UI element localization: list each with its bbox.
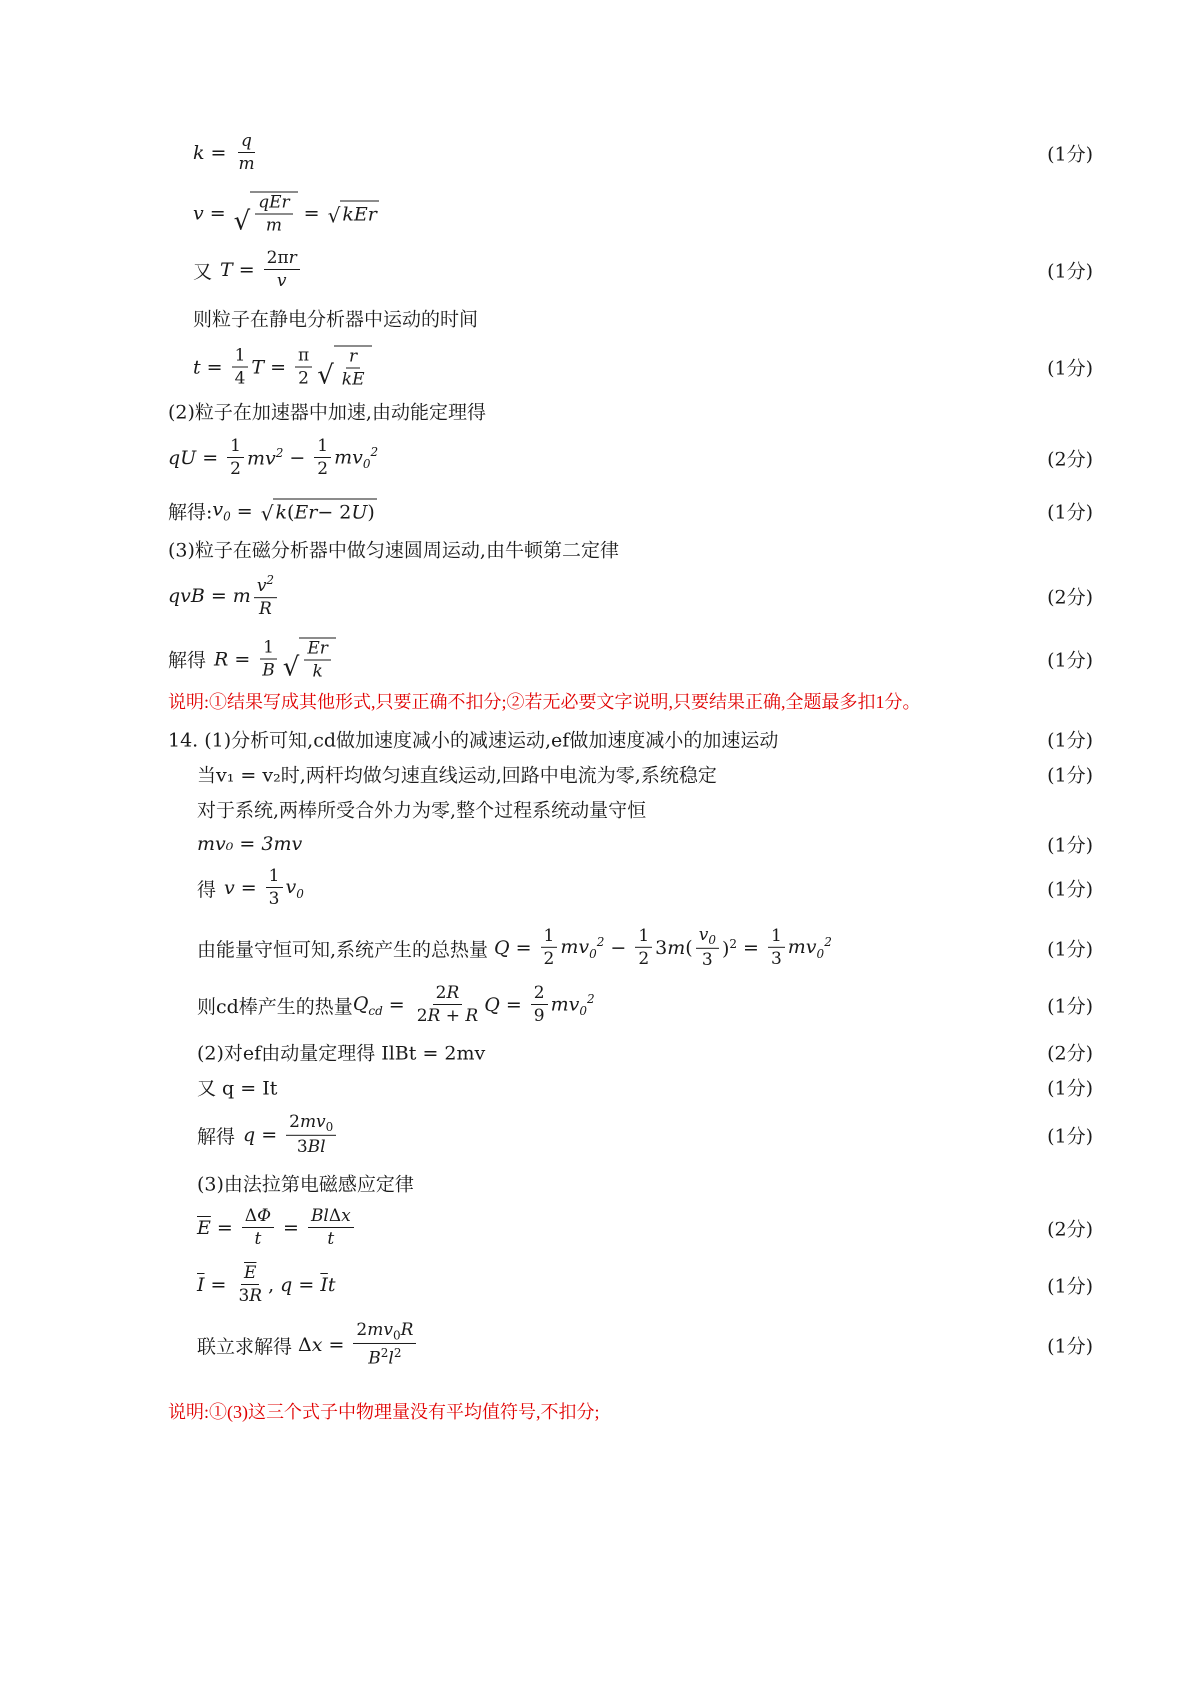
score: (1分)	[1047, 729, 1093, 752]
line-text: (2)粒子在加速器中加速,由动能定理得	[168, 401, 486, 424]
eq-prefix: 则cd棒产生的热量	[197, 995, 353, 1018]
score: (1分)	[1047, 357, 1093, 380]
line-text: (3)粒子在磁分析器中做匀速圆周运动,由牛顿第二定律	[168, 539, 619, 562]
score: (1分)	[1047, 938, 1093, 961]
eq-var: $\overline{I}$	[197, 1274, 205, 1296]
score: (1分)	[1047, 878, 1093, 901]
score: (1分)	[1047, 143, 1093, 166]
eq-var: qvB	[168, 585, 205, 607]
line-text: (3)由法拉第电磁感应定律	[197, 1173, 414, 1196]
score: (1分)	[1047, 1335, 1093, 1358]
note-text: 说明:①(3)这三个式子中物理量没有平均值符号,不扣分;	[168, 1402, 600, 1422]
score: (1分)	[1047, 1275, 1093, 1298]
score: (1分)	[1047, 764, 1093, 787]
score: (2分)	[1047, 1042, 1093, 1065]
score: (1分)	[1047, 995, 1093, 1018]
line-text: mv₀ = 3mv	[197, 833, 303, 855]
line-text: (2)对ef由动量定理得 IlBt = 2mv	[197, 1042, 486, 1065]
eq-var: qU	[168, 447, 197, 469]
line-text: 当v₁ = v₂时,两杆均做匀速直线运动,回路中电流为零,系统稳定	[197, 764, 717, 787]
eq-prefix: 解得	[197, 1125, 236, 1148]
line-text: 则粒子在静电分析器中运动的时间	[193, 308, 479, 331]
score: (2分)	[1047, 448, 1093, 471]
eq-prefix: 解得:	[168, 501, 213, 524]
eq-var: t	[193, 356, 201, 378]
score: (1分)	[1047, 501, 1093, 524]
score: (1分)	[1047, 1125, 1093, 1148]
eq-prefix: 又	[193, 260, 213, 283]
eq-var: v	[193, 202, 204, 224]
score: (1分)	[1047, 834, 1093, 857]
note-text: 说明:①结果写成其他形式,只要正确不扣分;②若无必要文字说明,只要结果正确,全题最多扣1分。	[168, 692, 921, 712]
eq-prefix: 由能量守恒可知,系统产生的总热量	[197, 938, 489, 961]
line-text: 14. (1)分析可知,cd做加速度减小的减速运动,ef做加速度减小的加速运动	[168, 729, 779, 752]
score: (2分)	[1047, 586, 1093, 609]
line-text: 对于系统,两棒所受合外力为零,整个过程系统动量守恒	[197, 799, 647, 822]
eq-var: k	[193, 142, 205, 164]
eq-var: $\overline{E}$	[197, 1217, 211, 1239]
score: (1分)	[1047, 1077, 1093, 1100]
eq-prefix: 解得	[168, 649, 207, 672]
score: (1分)	[1047, 260, 1093, 283]
score: (2分)	[1047, 1218, 1093, 1241]
line-text: 又 q = It	[197, 1077, 278, 1100]
eq-prefix: 得	[197, 878, 217, 901]
score: (1分)	[1047, 649, 1093, 672]
eq-prefix: 联立求解得	[197, 1335, 293, 1358]
